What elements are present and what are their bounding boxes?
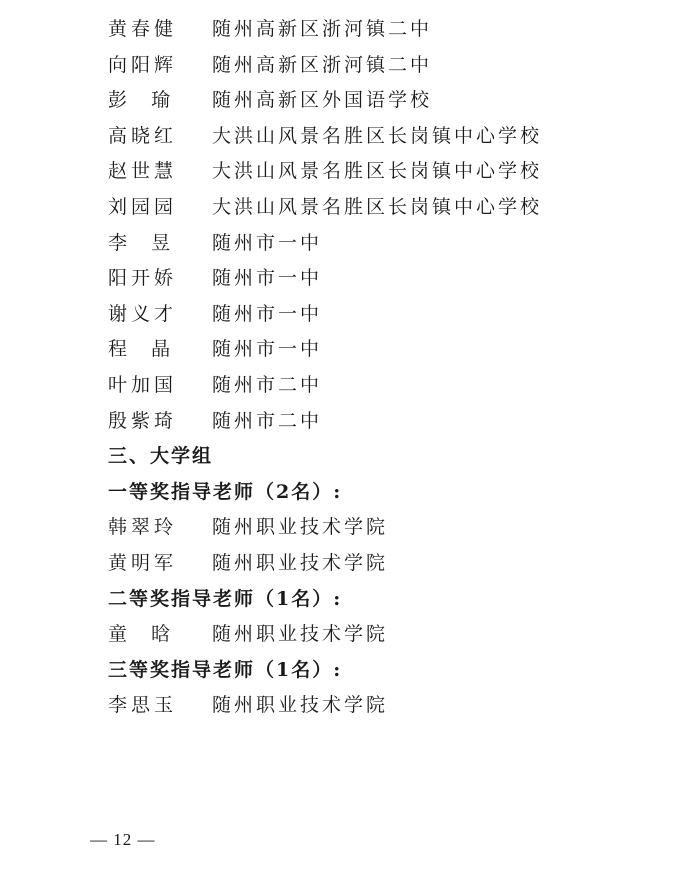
teacher-name: 李思玉 — [108, 694, 178, 717]
list-item — [108, 261, 668, 297]
teacher-name: 黄春健 — [108, 18, 178, 40]
first-prize-heading: 一等奖指导老师（2名）: — [108, 480, 343, 503]
list-item — [108, 617, 668, 653]
list-item — [108, 546, 668, 582]
teacher-name: 童 晗 — [108, 623, 175, 646]
school-name: 随州市二中 — [212, 409, 323, 432]
teacher-name: 高晓红 — [108, 124, 178, 147]
list-item — [108, 368, 668, 404]
teacher-name: 彭 瑜 — [108, 89, 175, 112]
list-item — [108, 404, 668, 440]
teacher-name: 程 晶 — [108, 338, 175, 361]
list-item — [108, 510, 668, 546]
section-title: 三、大学组 — [108, 445, 214, 468]
school-name: 大洪山风景名胜区长岗镇中心学校 — [212, 195, 543, 218]
teacher-name: 韩翠玲 — [108, 516, 178, 539]
list-item — [108, 190, 668, 226]
school-name: 大洪山风景名胜区长岗镇中心学校 — [212, 124, 543, 147]
teacher-name: 向阳辉 — [108, 53, 178, 76]
teacher-name: 黄明军 — [108, 551, 178, 574]
teacher-name: 阳开娇 — [108, 267, 178, 290]
list-item — [108, 688, 668, 724]
teacher-name: 谢义才 — [108, 302, 178, 325]
second-prize-heading: 二等奖指导老师（1名）: — [108, 587, 343, 610]
school-name: 随州市一中 — [212, 231, 323, 254]
school-name: 随州市一中 — [212, 338, 323, 361]
teacher-name: 叶加国 — [108, 373, 178, 396]
third-prize-heading: 三等奖指导老师（1名）: — [108, 658, 343, 681]
teacher-name: 殷紫琦 — [108, 409, 178, 432]
teacher-name: 刘园园 — [108, 195, 178, 218]
school-name: 随州高新区浙河镇二中 — [212, 53, 433, 76]
list-item — [108, 48, 668, 84]
school-name: 随州职业技术学院 — [212, 516, 389, 539]
page-number: — 12 — — [90, 830, 156, 849]
list-item — [108, 226, 668, 262]
school-name: 随州高新区浙河镇二中 — [212, 18, 433, 40]
list-item — [108, 332, 668, 368]
school-name: 大洪山风景名胜区长岗镇中心学校 — [212, 160, 543, 183]
school-name: 随州市一中 — [212, 302, 323, 325]
list-item — [108, 12, 668, 48]
school-name: 随州高新区外国语学校 — [212, 89, 433, 112]
school-name: 随州职业技术学院 — [212, 551, 389, 574]
list-item — [108, 154, 668, 190]
school-name: 随州职业技术学院 — [212, 694, 389, 717]
school-name: 随州市二中 — [212, 373, 323, 396]
list-item — [108, 83, 668, 119]
school-name: 随州职业技术学院 — [212, 623, 389, 646]
award-list — [108, 12, 668, 724]
teacher-name: 赵世慧 — [108, 160, 178, 183]
school-name: 随州市一中 — [212, 267, 323, 290]
list-item — [108, 119, 668, 155]
list-item — [108, 297, 668, 333]
teacher-name: 李 昱 — [108, 231, 175, 254]
